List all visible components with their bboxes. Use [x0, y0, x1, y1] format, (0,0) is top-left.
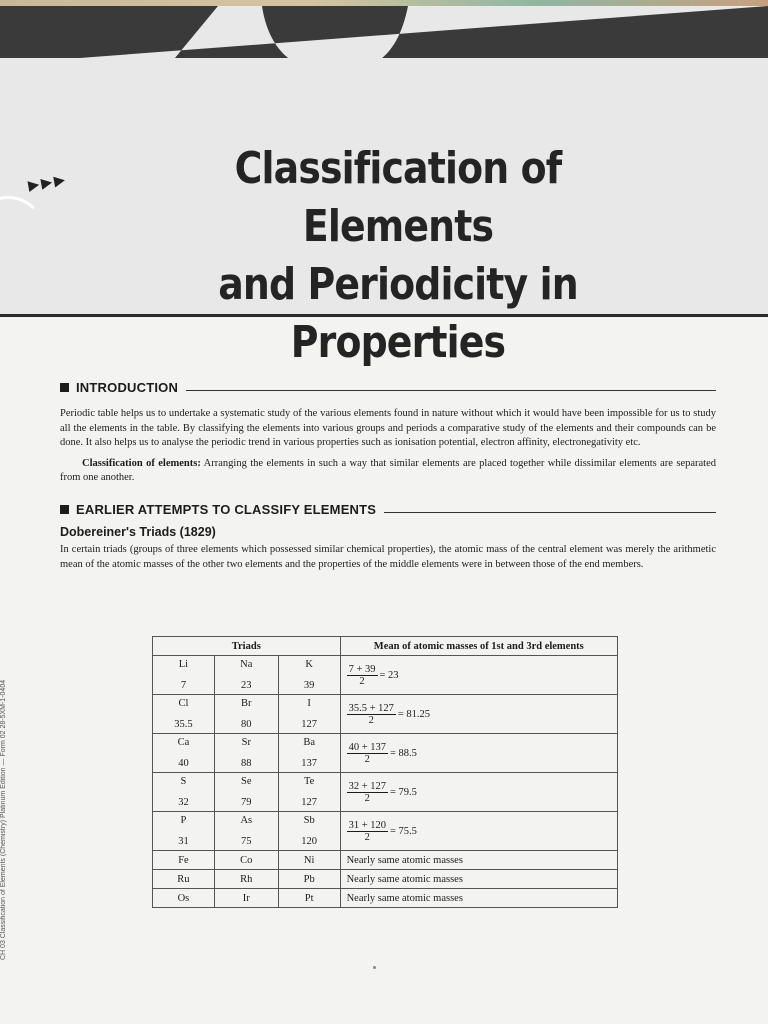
triads-table — [152, 636, 618, 908]
bullet-square-icon — [60, 383, 69, 392]
note-cell: Nearly same atomic masses — [340, 851, 617, 870]
element-symbol: Fe — [153, 851, 215, 870]
triad-element-cell — [214, 812, 278, 851]
mean-result: = 88.5 — [390, 747, 417, 759]
atomic-mass: 40 — [178, 758, 189, 769]
fraction-denominator: 2 — [364, 792, 370, 804]
element-symbol: Cl — [178, 698, 189, 709]
fraction-denominator: 2 — [359, 675, 365, 687]
element-symbol: Sr — [241, 737, 251, 748]
definition-text: Arranging the elements in such a way that similar elements are placed together while dissimilar elements are separated from one another. — [60, 457, 717, 484]
definition-term: Classification of elements: — [82, 457, 201, 469]
page-dot — [373, 966, 376, 969]
element-symbol: Ni — [278, 851, 340, 870]
atomic-mass: 23 — [241, 680, 252, 691]
banner-tab-shape — [0, 6, 768, 86]
mean-calculation-cell — [340, 695, 617, 734]
element-symbol: Li — [178, 659, 189, 670]
atomic-mass: 31 — [178, 836, 189, 847]
triad-element-cell — [214, 734, 278, 773]
chapter-title — [157, 140, 639, 372]
heading-rule — [186, 390, 716, 391]
decorative-dots: ▸▸▸ — [26, 166, 70, 199]
heading-rule — [384, 512, 716, 513]
table-row — [153, 773, 618, 812]
fraction-numerator: 31 + 120 — [348, 819, 387, 831]
triad-element-cell — [214, 656, 278, 695]
section-heading-text: EARLIER ATTEMPTS TO CLASSIFY ELEMENTS — [76, 501, 377, 517]
definition-paragraph — [60, 457, 716, 486]
introduction-paragraph: Periodic table helps us to undertake a systematic study of the various elements found in nature without which it would have been impossible for us to study all the elements in the table. By classifying the elements into various groups and periods a comparative study of the elements and their compounds can be done. It also helps us to analyse the periodic trend in various properties such as ionisation potential, electron affinity, electronegativity etc. — [60, 408, 716, 449]
fraction-denominator: 2 — [364, 831, 370, 843]
fraction-numerator: 7 + 39 — [348, 663, 376, 675]
atomic-mass: 79 — [241, 797, 252, 808]
element-symbol: As — [240, 815, 253, 826]
element-symbol: Pb — [278, 870, 340, 889]
subheading-dobereiner: Dobereiner's Triads (1829) — [60, 524, 216, 539]
fraction-numerator: 35.5 + 127 — [348, 702, 394, 714]
triad-element-cell — [153, 773, 215, 812]
mean-fraction — [347, 781, 417, 804]
section-heading-text: INTRODUCTION — [76, 380, 179, 395]
atomic-mass: 127 — [301, 797, 318, 808]
atomic-mass: 32 — [178, 797, 189, 808]
triad-element-cell — [153, 734, 215, 773]
element-symbol: Ca — [177, 737, 190, 748]
element-symbol: Ir — [214, 889, 278, 908]
header-mean: Mean of atomic masses of 1st and 3rd elements — [340, 637, 617, 656]
atomic-mass: 127 — [301, 719, 318, 730]
mean-fraction — [347, 820, 417, 843]
table-row — [153, 851, 618, 870]
triad-element-cell — [153, 812, 215, 851]
element-symbol: Se — [241, 776, 252, 787]
fraction-numerator: 40 + 137 — [348, 741, 387, 753]
atomic-mass: 120 — [301, 836, 318, 847]
element-symbol: Co — [214, 851, 278, 870]
fraction-denominator: 2 — [368, 714, 374, 726]
element-symbol: Ba — [303, 737, 315, 748]
mean-calculation-cell — [340, 734, 617, 773]
mean-fraction — [347, 703, 430, 726]
chapter-title-line-2: and Periodicity in Properties — [218, 259, 578, 368]
triad-element-cell — [153, 656, 215, 695]
note-cell: Nearly same atomic masses — [340, 889, 617, 908]
atomic-mass: 7 — [180, 680, 187, 691]
element-symbol: Sb — [303, 815, 315, 826]
header-triads: Triads — [153, 637, 341, 656]
table-header-row — [153, 637, 618, 656]
mean-fraction — [347, 664, 399, 687]
table-row — [153, 695, 618, 734]
mean-result: = 79.5 — [390, 786, 417, 798]
atomic-mass: 75 — [241, 836, 252, 847]
triad-element-cell — [278, 773, 340, 812]
table-row — [153, 656, 618, 695]
mean-calculation-cell — [340, 773, 617, 812]
mean-result: = 81.25 — [397, 708, 431, 720]
table-row — [153, 812, 618, 851]
mean-calculation-cell — [340, 812, 617, 851]
table-row — [153, 889, 618, 908]
triad-element-cell — [278, 695, 340, 734]
mean-result: = 75.5 — [390, 825, 417, 837]
section-heading-introduction — [60, 380, 716, 395]
triad-element-cell — [214, 695, 278, 734]
triad-element-cell — [278, 656, 340, 695]
bullet-square-icon — [60, 505, 69, 514]
table-row — [153, 734, 618, 773]
element-symbol: Te — [303, 776, 315, 787]
element-symbol: Rh — [214, 870, 278, 889]
element-symbol: P — [180, 815, 187, 826]
page-content — [60, 380, 716, 572]
triad-element-cell — [214, 773, 278, 812]
element-symbol: K — [305, 659, 313, 670]
fraction-denominator: 2 — [364, 753, 370, 765]
element-symbol: Os — [153, 889, 215, 908]
mean-calculation-cell — [340, 656, 617, 695]
triad-element-cell — [278, 812, 340, 851]
triad-element-cell — [278, 734, 340, 773]
atomic-mass: 88 — [241, 758, 252, 769]
dobereiner-paragraph: In certain triads (groups of three elements which possessed similar chemical properties), the atomic mass of the central element was merely the arithmetic mean of the atomic masses of the other two elements and the properties of the middle elements were in between those of the end members. — [60, 543, 716, 570]
spine-text: CH 03 Classification of Elements (Chemistry) Platinum Edition — Form 02 28-5XM-1-0404 — [0, 679, 7, 960]
element-symbol: Ru — [153, 870, 215, 889]
atomic-mass: 39 — [303, 680, 315, 691]
atomic-mass: 80 — [241, 719, 252, 730]
element-symbol: Na — [240, 659, 253, 670]
table-row — [153, 870, 618, 889]
section-heading-earlier-attempts — [60, 502, 716, 517]
fraction-numerator: 32 + 127 — [348, 780, 387, 792]
note-cell: Nearly same atomic masses — [340, 870, 617, 889]
element-symbol: Pt — [278, 889, 340, 908]
element-symbol: S — [180, 776, 187, 787]
element-symbol: Br — [241, 698, 252, 709]
chapter-title-line-1: Classification of Elements — [234, 143, 562, 252]
element-symbol: I — [307, 698, 311, 709]
mean-result: = 23 — [379, 669, 399, 681]
atomic-mass: 137 — [301, 758, 318, 769]
triads-table-body — [153, 656, 618, 908]
atomic-mass: 35.5 — [174, 719, 193, 730]
triad-element-cell — [153, 695, 215, 734]
mean-fraction — [347, 742, 417, 765]
